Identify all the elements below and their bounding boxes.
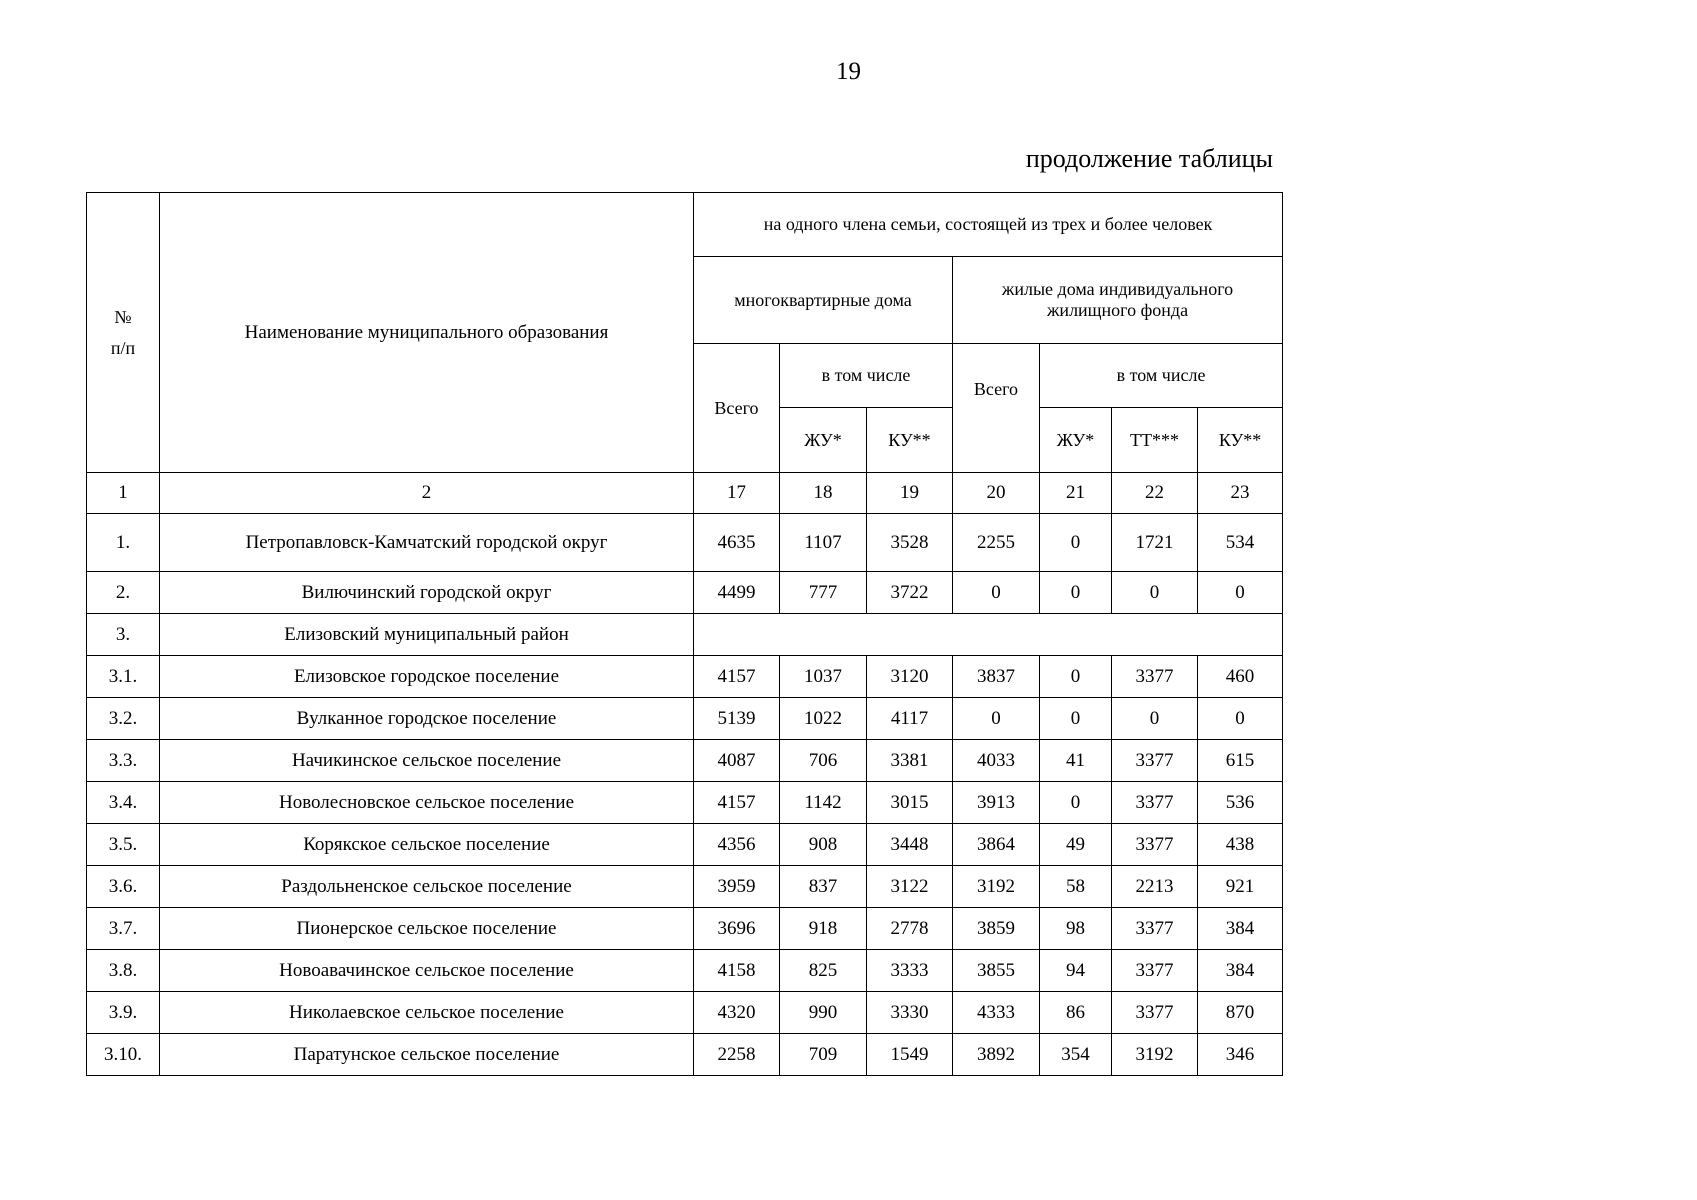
row-value: 1107 <box>780 514 867 572</box>
row-value: 384 <box>1198 908 1283 950</box>
row-num: 2. <box>87 572 160 614</box>
header-total-multi: Всего <box>694 344 780 473</box>
header-num-symbol: № <box>114 306 132 327</box>
index-cell: 18 <box>780 473 867 514</box>
table-row <box>87 992 1283 1034</box>
table-row <box>87 514 1283 572</box>
row-value: 4033 <box>953 740 1040 782</box>
row-value: 534 <box>1198 514 1283 572</box>
row-value: 825 <box>780 950 867 992</box>
row-value: 58 <box>1040 866 1112 908</box>
row-value: 2255 <box>953 514 1040 572</box>
row-value: 3120 <box>867 656 953 698</box>
table-row <box>87 698 1283 740</box>
row-value: 3377 <box>1112 992 1198 1034</box>
row-num: 1. <box>87 514 160 572</box>
row-value: 86 <box>1040 992 1112 1034</box>
table-row <box>87 740 1283 782</box>
row-num: 3.4. <box>87 782 160 824</box>
row-value: 4635 <box>694 514 780 572</box>
row-value: 3122 <box>867 866 953 908</box>
row-value: 3859 <box>953 908 1040 950</box>
page-number: 19 <box>836 58 861 85</box>
row-value: 1037 <box>780 656 867 698</box>
row-value: 0 <box>953 698 1040 740</box>
row-value: 4157 <box>694 656 780 698</box>
row-value: 918 <box>780 908 867 950</box>
row-value: 0 <box>1040 782 1112 824</box>
row-value: 4117 <box>867 698 953 740</box>
header-col-tt: ТТ*** <box>1112 408 1198 473</box>
row-value: 438 <box>1198 824 1283 866</box>
row-value: 0 <box>1040 698 1112 740</box>
row-value: 4087 <box>694 740 780 782</box>
row-num: 3.7. <box>87 908 160 950</box>
row-name: Новолесновское сельское поселение <box>160 782 694 824</box>
header-col-zhu-1: ЖУ* <box>780 408 867 473</box>
row-value: 3192 <box>1112 1034 1198 1076</box>
row-value: 4158 <box>694 950 780 992</box>
row-value: 3528 <box>867 514 953 572</box>
index-cell: 1 <box>87 473 160 514</box>
header-multi-cell: многоквартирные дома <box>694 257 953 344</box>
row-name: Николаевское сельское поселение <box>160 992 694 1034</box>
row-value: 3913 <box>953 782 1040 824</box>
row-value: 346 <box>1198 1034 1283 1076</box>
index-row <box>87 473 1283 514</box>
row-name: Елизовское городское поселение <box>160 656 694 698</box>
row-value: 94 <box>1040 950 1112 992</box>
row-value: 1142 <box>780 782 867 824</box>
row-value: 2213 <box>1112 866 1198 908</box>
row-name: Паратунское сельское поселение <box>160 1034 694 1076</box>
header-individual-cell: жилые дома индивидуального жилищного фонда <box>953 257 1283 344</box>
row-value: 49 <box>1040 824 1112 866</box>
row-value: 0 <box>1112 698 1198 740</box>
table-row <box>87 656 1283 698</box>
row-value: 4356 <box>694 824 780 866</box>
row-empty-span <box>694 614 1283 656</box>
row-value: 0 <box>1040 656 1112 698</box>
row-value: 3377 <box>1112 908 1198 950</box>
row-value: 3864 <box>953 824 1040 866</box>
row-num: 3. <box>87 614 160 656</box>
row-value: 706 <box>780 740 867 782</box>
header-num-cell <box>87 193 160 473</box>
row-value: 5139 <box>694 698 780 740</box>
row-value: 3855 <box>953 950 1040 992</box>
row-value: 354 <box>1040 1034 1112 1076</box>
header-name-cell: Наименование муниципального образования <box>160 193 694 473</box>
row-num: 3.10. <box>87 1034 160 1076</box>
header-row-1 <box>87 193 1283 257</box>
row-value: 3377 <box>1112 740 1198 782</box>
index-cell: 21 <box>1040 473 1112 514</box>
row-num: 3.1. <box>87 656 160 698</box>
row-name: Раздольненское сельское поселение <box>160 866 694 908</box>
row-value: 3377 <box>1112 824 1198 866</box>
header-col-ku-1: КУ** <box>867 408 953 473</box>
row-value: 777 <box>780 572 867 614</box>
row-value: 3381 <box>867 740 953 782</box>
row-value: 3192 <box>953 866 1040 908</box>
header-num-abbr: п/п <box>110 337 136 358</box>
table-row <box>87 572 1283 614</box>
row-value: 3333 <box>867 950 953 992</box>
row-value: 837 <box>780 866 867 908</box>
row-value: 615 <box>1198 740 1283 782</box>
row-value: 1721 <box>1112 514 1198 572</box>
row-value: 41 <box>1040 740 1112 782</box>
row-value: 1022 <box>780 698 867 740</box>
row-num: 3.8. <box>87 950 160 992</box>
row-value: 921 <box>1198 866 1283 908</box>
row-name: Петропавловск-Камчатский городской округ <box>160 514 694 572</box>
row-num: 3.6. <box>87 866 160 908</box>
row-value: 4320 <box>694 992 780 1034</box>
table-row <box>87 782 1283 824</box>
row-value: 536 <box>1198 782 1283 824</box>
row-value: 3377 <box>1112 656 1198 698</box>
row-name: Начикинское сельское поселение <box>160 740 694 782</box>
row-name: Вилючинский городской округ <box>160 572 694 614</box>
row-value: 1549 <box>867 1034 953 1076</box>
row-name: Корякское сельское поселение <box>160 824 694 866</box>
row-value: 0 <box>1040 572 1112 614</box>
header-incl-multi: в том числе <box>780 344 953 408</box>
row-num: 3.3. <box>87 740 160 782</box>
row-value: 3015 <box>867 782 953 824</box>
row-num: 3.2. <box>87 698 160 740</box>
continuation-label: продолжение таблицы <box>1025 144 1273 173</box>
row-value: 908 <box>780 824 867 866</box>
row-value: 98 <box>1040 908 1112 950</box>
index-cell: 22 <box>1112 473 1198 514</box>
header-incl-individual: в том числе <box>1040 344 1283 408</box>
row-value: 3377 <box>1112 782 1198 824</box>
row-num: 3.9. <box>87 992 160 1034</box>
row-value: 460 <box>1198 656 1283 698</box>
row-name: Пионерское сельское поселение <box>160 908 694 950</box>
index-cell: 17 <box>694 473 780 514</box>
row-num: 3.5. <box>87 824 160 866</box>
row-value: 0 <box>953 572 1040 614</box>
index-cell: 2 <box>160 473 694 514</box>
table-row <box>87 950 1283 992</box>
row-value: 0 <box>1112 572 1198 614</box>
row-value: 4499 <box>694 572 780 614</box>
row-value: 0 <box>1198 698 1283 740</box>
row-value: 870 <box>1198 992 1283 1034</box>
row-value: 0 <box>1198 572 1283 614</box>
header-group-cell: на одного члена семьи, состоящей из трех и более человек <box>694 193 1283 257</box>
header-col-ku-2: КУ** <box>1198 408 1283 473</box>
row-value: 4157 <box>694 782 780 824</box>
row-value: 3377 <box>1112 950 1198 992</box>
row-value: 3448 <box>867 824 953 866</box>
row-value: 3696 <box>694 908 780 950</box>
table-row <box>87 614 1283 656</box>
row-name: Елизовский муниципальный район <box>160 614 694 656</box>
row-value: 4333 <box>953 992 1040 1034</box>
header-total-individual: Всего <box>953 344 1040 473</box>
row-value: 3959 <box>694 866 780 908</box>
table-row <box>87 1034 1283 1076</box>
row-value: 709 <box>780 1034 867 1076</box>
row-value: 3722 <box>867 572 953 614</box>
index-cell: 23 <box>1198 473 1283 514</box>
header-col-zhu-2: ЖУ* <box>1040 408 1112 473</box>
row-value: 2778 <box>867 908 953 950</box>
row-value: 3330 <box>867 992 953 1034</box>
row-value: 2258 <box>694 1034 780 1076</box>
table-row <box>87 824 1283 866</box>
row-value: 990 <box>780 992 867 1034</box>
row-value: 3837 <box>953 656 1040 698</box>
table-row <box>87 866 1283 908</box>
index-cell: 20 <box>953 473 1040 514</box>
row-value: 384 <box>1198 950 1283 992</box>
data-table <box>86 192 1283 1076</box>
row-name: Вулканное городское поселение <box>160 698 694 740</box>
row-value: 3892 <box>953 1034 1040 1076</box>
row-name: Новоавачинское сельское поселение <box>160 950 694 992</box>
index-cell: 19 <box>867 473 953 514</box>
row-value: 0 <box>1040 514 1112 572</box>
table-row <box>87 908 1283 950</box>
